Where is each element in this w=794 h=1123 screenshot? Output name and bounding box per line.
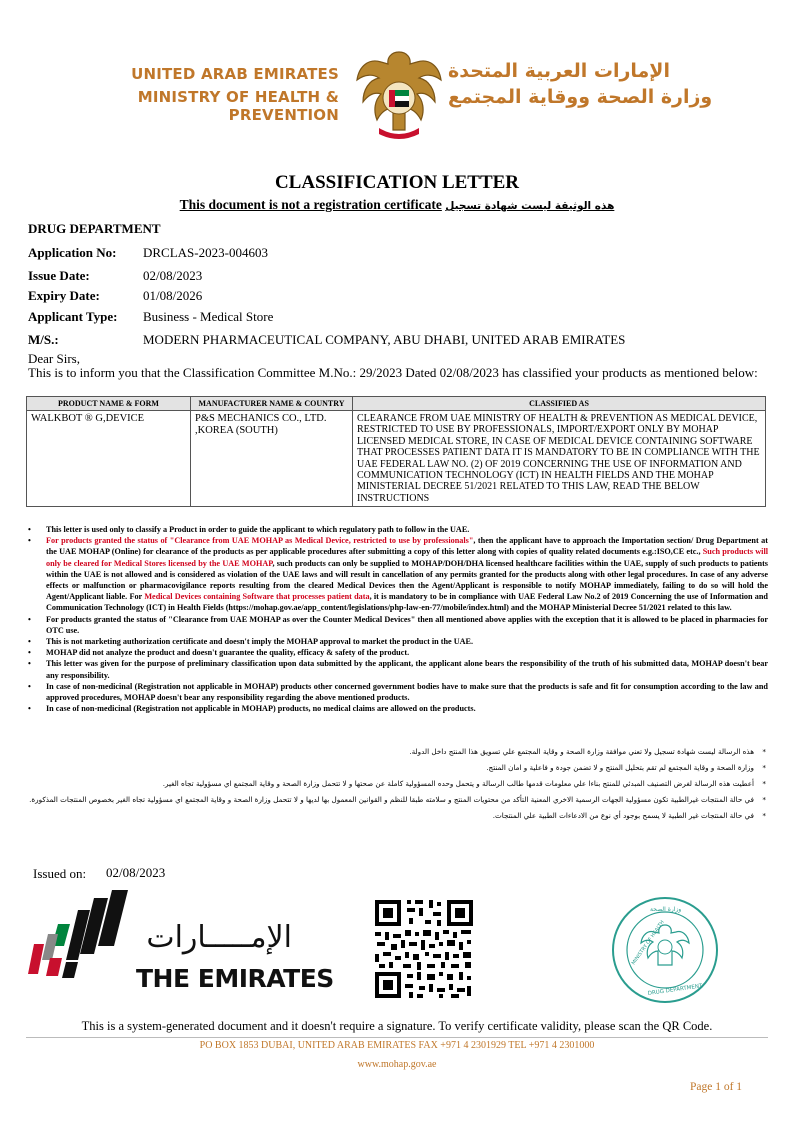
- emirates-logo-en: THE EMIRATES: [136, 964, 334, 993]
- arabic-note-item: * في حالة المنتجات غير الطبية لا يسمح بوجود أي نوع من الادعاءات الطبية علي المنتجات.: [26, 808, 768, 824]
- note-red-text: For products granted the status of "Clearance from UAE MOHAP as Medical Device, restricted to use by professionals": [46, 536, 474, 546]
- classified-cell: CLEARANCE FROM UAE MINISTRY OF HEALTH & PREVENTION AS MEDICAL DEVICE, RESTRICTED TO USE BY PROFESSIONALS, IMPORT/EXPORT ONLY BY MOHAP LICENSED MEDICAL STORE, IN CASE OF MEDICAL DEVICE CONTAINING SOFTWARE THAT PROCESSES PATIENT DATA IT IS MANDATORY TO BE IN COMPLIANCE WITH THE UAE FEDERAL LAW NO. (2) OF 2019 CONCERNING THE USE OF INFORMATION AND COMMUNICATION TECHNOLOGY (ICT) IN HEALTH FIELDS AND THE MOHAP MINISTERIAL DECREE 51/2021 RELATED TO THIS LAW, READ THE BELOW INSTRUCTIONS: [353, 411, 766, 507]
- ms-label: M/S.:: [28, 332, 59, 347]
- arabic-note-item: * هذه الرسالة ليست شهادة تسجيل ولا تعني موافقة وزارة الصحة و وقاية المجتمع علي تسويق هذا المنتج داخل الدولة.: [26, 744, 768, 760]
- applicant-type-label: Applicant Type:: [28, 309, 118, 324]
- note-text: , it is mandatory to be in compliance with UAE Federal Law No.2 of 2019 Concerning the use of Information and Communication Technology (ICT) in Health Fields (https://mohap.gov.ae/app_content/legislations/php-law-en-77/mobile/index.html) and the MOHAP Ministerial Decree 51/2021 related to this law.: [46, 592, 768, 613]
- header-country-en: UNITED ARAB EMIRATES: [131, 65, 339, 83]
- page-number: Page 1 of 1: [690, 1081, 743, 1093]
- column-header-product: PRODUCT NAME & FORM: [27, 397, 191, 411]
- arabic-note-item: * في حالة المنتجات غيرالطبية تكون مسؤولية الجهات الرسمية الاخري المعنية التأكد من محتويات المنتج و سلامته طبقا للنظم و القوانين المعمول بها لديها و لا تتحمل وزارة الصحة و وقاية المجتمع اي مسؤولية تجاه الغير بخصوص المنتجات المذكورة.: [26, 792, 768, 808]
- footer-divider: [26, 1037, 768, 1038]
- note-item: • This letter was given for the purpose of preliminary classification upon data submitted by the applicant, the applicant alone bears the responsibility of the truth of his submitted data, MOHAP doesn't bear any responsibility.: [26, 658, 768, 680]
- header-ministry-en: MINISTRY OF HEALTH & PREVENTION: [137, 88, 339, 124]
- svg-text:MINISTRY OF HEALTH: MINISTRY OF HEALTH: [630, 919, 666, 967]
- notes-list: [26, 524, 768, 714]
- arabic-note-item: * وزارة الصحة و وقاية المجتمع لم تقم بتحليل المنتج و لا تضمن جودة و فاعلية و امان المنتج.: [26, 760, 768, 776]
- note-item: • This letter is used only to classify a Product in order to guide the applicant to which regulatory path to follow in the UAE.: [26, 524, 768, 535]
- arabic-note-item: * أعطيت هذه الرسالة لغرض التصنيف المبدئي للمنتج بناءا علي معلومات قدمها طالب الرسالة و يتحمل وحده المسؤولية كاملة عن صحتها و لا تتحمل وزارة الصحة و وقاية المجتمع اي مسؤولية تجاه الغير.: [26, 776, 768, 792]
- the-emirates-logo-icon: [28, 888, 128, 1000]
- salutation: Dear Sirs,: [28, 351, 80, 366]
- emirates-logo-ar: الإمـــــارات: [146, 920, 292, 955]
- intro-text: This is to inform you that the Classification Committee M.No.: 29/2023 Dated 02/08/2023 has classified your products as mentioned below:: [28, 365, 758, 380]
- note-red-text: Such products will only be cleared for Medical Stores licensed by the UAE MOHAP: [46, 547, 768, 568]
- header-country-ar: الإمارات العربية المتحدة: [448, 60, 670, 82]
- document-subtitle: [0, 197, 794, 213]
- applicant-type-value: Business - Medical Store: [143, 309, 274, 324]
- note-item: [26, 535, 768, 613]
- arabic-notes-list: [26, 744, 768, 824]
- application-no-value: DRCLAS-2023-004603: [143, 245, 268, 260]
- expiry-date-value: 01/08/2026: [143, 288, 203, 303]
- expiry-date-label: Expiry Date:: [28, 288, 100, 303]
- table-row: [27, 411, 766, 507]
- document-title: CLASSIFICATION LETTER: [274, 172, 520, 193]
- note-red-text: Medical Devices containing Software that processes patient data: [144, 592, 370, 602]
- product-cell: WALKBOT ® G,DEVICE: [27, 411, 191, 507]
- system-note: This is a system-generated document and it doesn't require a signature. To verify certificate validity, please scan the QR Code.: [81, 1019, 713, 1033]
- issue-date-value: 02/08/2023: [143, 268, 203, 283]
- subtitle-en: This document is not a registration certificate: [179, 197, 442, 212]
- qr-code-icon[interactable]: [373, 898, 475, 1000]
- column-header-manufacturer: MANUFACTURER NAME & COUNTRY: [191, 397, 353, 411]
- note-item: • In case of non-medicinal (Registration not applicable in MOHAP) products, no medical claims are allowed on the products.: [26, 703, 768, 714]
- svg-text:وزارة الصحة: وزارة الصحة: [650, 906, 682, 913]
- note-item: • This is not marketing authorization certificate and doesn't imply the MOHAP approval to market the product in the UAE.: [26, 636, 768, 647]
- header-ministry-ar: وزارة الصحة ووقاية المجتمع: [448, 86, 713, 108]
- department-heading: DRUG DEPARTMENT: [28, 221, 161, 236]
- column-header-classified: CLASSIFIED AS: [353, 397, 766, 411]
- note-text: , such products can only be supplied to MOHAP/DOH/DHA licensed healthcare facilities within the UAE, supply of such products to patients within the UAE is not allowed and is considered as violation of the UAE laws and will result in cancellation of any permits granted for the products along with other legal procedures. In case of any adverse effects or malfunction or pharmacovigilance reports resulting from the cleared Medical Devices then the Agent/Applicant is responsible to notify MOHAP immediately, failing to do so will hold the Agent/Applicant liable. For: [46, 558, 768, 602]
- subtitle-ar: هذه الوثيقة ليست شهادة تسجيل: [445, 200, 615, 212]
- note-item: • For products granted the status of "Clearance from UAE MOHAP as over the Counter Medical Devices" then all mentioned above applies with the exception that it is allowed to be placed in pharmacies for OTC use.: [26, 614, 768, 636]
- issued-date: 02/08/2023: [106, 865, 166, 880]
- drug-department-stamp-icon: [610, 895, 720, 1005]
- table-header-row: [27, 397, 766, 411]
- footer-address: PO BOX 1853 DUBAI, UNITED ARAB EMIRATES FAX +971 4 2301929 TEL +971 4 2301000: [199, 1040, 595, 1051]
- application-no-label: Application No:: [28, 245, 117, 260]
- note-text: , then the applicant have to approach the Importation section/ Drug Department at the UAE MOHAP (Online) for clearance of the products as per applicable procedures after submitting a copy of this letter along with copies of quality related documents e.g.:ISO,CE etc.,: [46, 536, 769, 557]
- manufacturer-cell: P&S MECHANICS CO., LTD. ,KOREA (SOUTH): [191, 411, 353, 507]
- ms-value: MODERN PHARMACEUTICAL COMPANY, ABU DHABI, UNITED ARAB EMIRATES: [143, 332, 626, 347]
- svg-text:DRUG DEPARTMENT: DRUG DEPARTMENT: [647, 983, 703, 997]
- classification-table: [26, 396, 766, 507]
- issue-date-label: Issue Date:: [28, 268, 90, 283]
- footer-website[interactable]: www.mohap.gov.ae: [357, 1059, 437, 1070]
- note-item: • In case of non-medicinal (Registration not applicable in MOHAP) products other concerned government bodies have to make sure that the products is safe and fit for consumption according to the law and approved procedures, MOHAP doesn't bear any responsibility regarding the above mentioned products.: [26, 681, 768, 703]
- uae-emblem-icon: [355, 44, 443, 142]
- issued-label: Issued on:: [33, 866, 87, 881]
- note-item: • MOHAP did not analyze the product and doesn't guarantee the quality, efficacy & safety of the product.: [26, 647, 768, 658]
